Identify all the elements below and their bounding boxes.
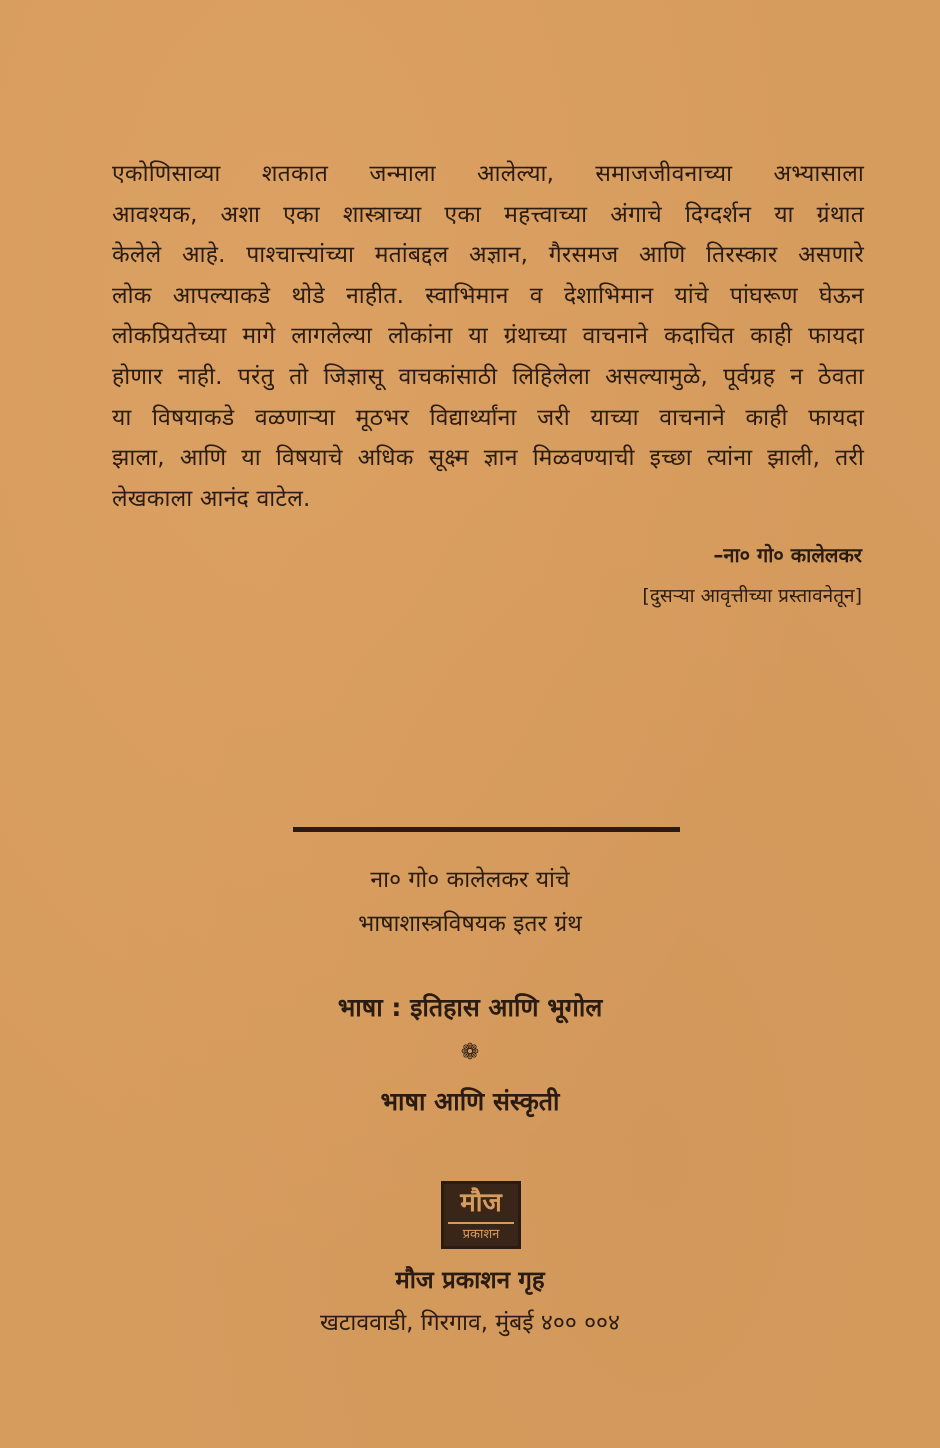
intro-line: या विषयाकडे वळणाऱ्या मूठभर विद्यार्थ्यांना जरी याच्या वाचनाने काही फायदा bbox=[112, 404, 864, 431]
divider-rule bbox=[293, 827, 680, 832]
flower-ornament-icon: ❁ bbox=[460, 1040, 480, 1065]
intro-line: होणार नाही. परंतु तो जिज्ञासू वाचकांसाठी लिहिलेला असल्यामुळे, पूर्वग्रह न ठेवता bbox=[112, 363, 864, 390]
publisher-logo-bottom: प्रकाशन bbox=[462, 1227, 500, 1242]
author-signature: –ना० गो० कालेलकर bbox=[713, 543, 862, 567]
intro-paragraph bbox=[112, 154, 864, 519]
intro-line: झाला, आणि या विषयाचे अधिक सूक्ष्म ज्ञान मिळवण्याची इच्छा त्यांना झाली, तरी bbox=[112, 445, 864, 472]
intro-line: लोक आपल्याकडे थोडे नाहीत. स्वाभिमान व देशाभिमान यांचे पांघरूण घेऊन bbox=[112, 282, 864, 309]
publisher-logo-top: मौज bbox=[448, 1184, 514, 1224]
intro-line: केलेले आहे. पाश्चात्त्यांच्या मतांबद्दल अज्ञान, गैरसमज आणि तिरस्कार असणारे bbox=[112, 242, 864, 269]
source-note: [दुसऱ्या आवृत्तीच्या प्रस्तावनेतून] bbox=[642, 585, 862, 607]
intro-line: आवश्यक, अशा एका शास्त्राच्या एका महत्त्वाच्या अंगाचे दिग्दर्शन या ग्रंथात bbox=[112, 201, 864, 228]
book-title-2: भाषा आणि संस्कृती bbox=[380, 1087, 560, 1116]
other-books-heading-line1: ना० गो० कालेलकर यांचे bbox=[370, 867, 570, 893]
intro-line: लेखकाला आनंद वाटेल. bbox=[112, 485, 311, 512]
publisher-address: खटाववाडी, गिरगाव, मुंबई ४०० ००४ bbox=[320, 1310, 620, 1336]
book-title-1: भाषा : इतिहास आणि भूगोल bbox=[337, 993, 603, 1022]
publisher-logo bbox=[441, 1181, 521, 1249]
publisher-name: मौज प्रकाशन गृह bbox=[395, 1266, 545, 1294]
other-books-heading-line2: भाषाशास्त्रविषयक इतर ग्रंथ bbox=[358, 911, 582, 937]
intro-line: लोकप्रियतेच्या मागे लागलेल्या लोकांना या ग्रंथाच्या वाचनाने कदाचित काही फायदा bbox=[112, 323, 864, 350]
intro-line: एकोणिसाव्या शतकात जन्माला आलेल्या, समाजजीवनाच्या अभ्यासाला bbox=[112, 161, 864, 187]
